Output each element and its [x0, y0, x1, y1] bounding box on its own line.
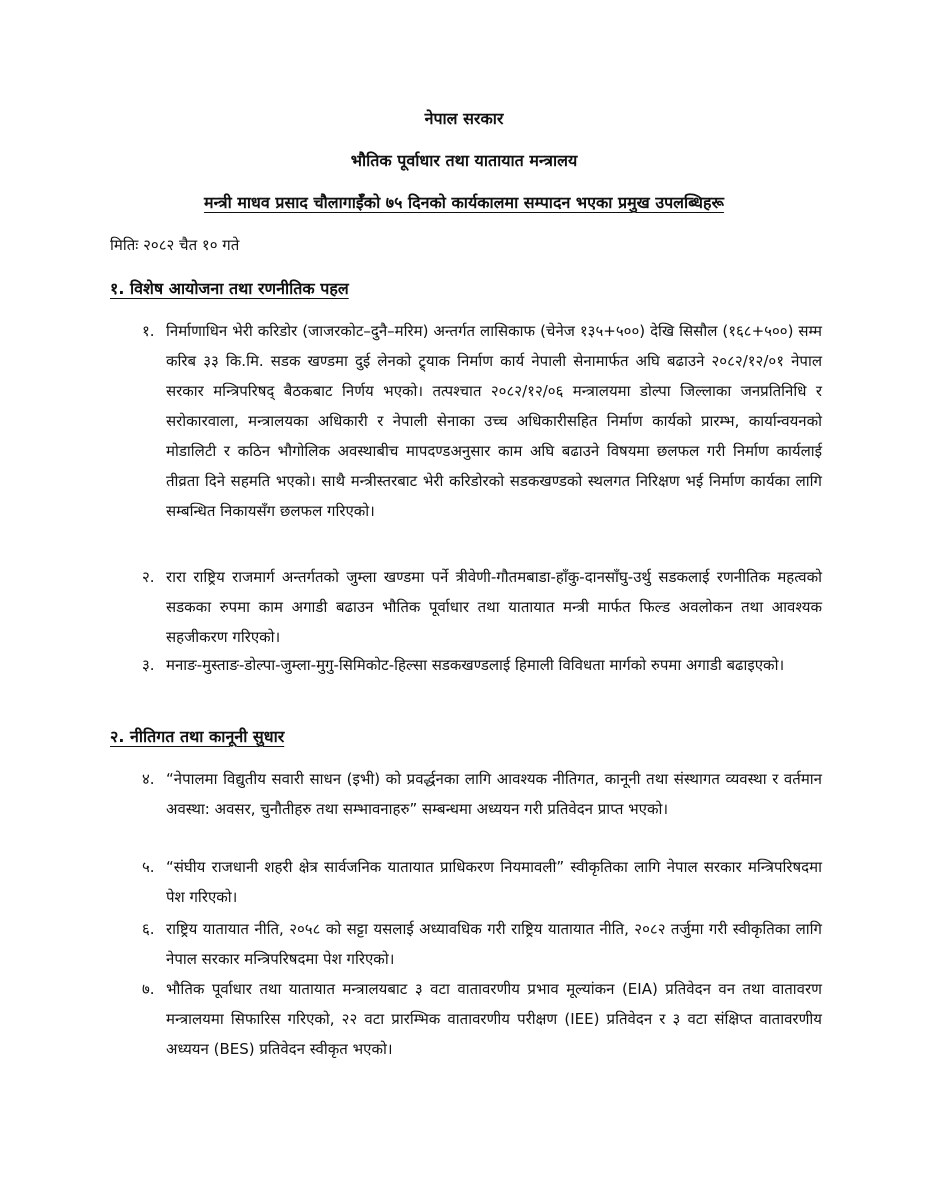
item-text: “नेपालमा विद्युतीय सवारी साधन (इभी) को प्रवर्द्धनका लागि आवश्यक नीतिगत, कानूनी तथा संस्थागत व्यवस्था र वर्तमान अवस्था: अवसर, चुनौतीहरु तथा सम्भावनाहरु” सम्बन्धमा अध्ययन गरी प्रतिवेदन प्राप्त भएको।: [166, 770, 822, 818]
section-heading-special-projects: १. विशेष आयोजना तथा रणनीतिक पहल: [110, 279, 349, 298]
item-number: ७.: [142, 980, 155, 998]
item-text: रारा राष्ट्रिय राजमार्ग अन्तर्गतको जुम्ला खण्डमा पर्ने त्रीवेणी-गौतमबाडा-हाँकु-दानसाँघु-उर्थु सडकलाई रणनीतिक महत्वको सडकका रुपमा काम अगाडी बढाउन भौतिक पूर्वाधार तथा यातायात मन्त्री मार्फत फिल्ड अवलोकन तथा आवश्यक सहजीकरण गरिएको।: [166, 568, 822, 646]
section-heading-policy-reform: २. नीतिगत तथा कानूनी सुधार: [110, 727, 285, 746]
list-item: [142, 562, 822, 652]
item-text: “संघीय राजधानी शहरी क्षेत्र सार्वजनिक यातायात प्राधिकरण नियमावली” स्वीकृतिका लागि नेपाल सरकार मन्त्रिपरिषदमा पेश गरिएको।: [166, 858, 822, 906]
government-name: नेपाल सरकार: [424, 109, 504, 128]
item-number: ६.: [142, 920, 155, 938]
item-number: ३.: [142, 656, 155, 674]
item-text: राष्ट्रिय यातायात नीति, २०५८ को सट्टा यसलाई अध्यावधिक गरी राष्ट्रिय यातायात नीति, २०८२ तर्जुमा गरी स्वीकृतिका लागि नेपाल सरकार मन्त्रिपरिषदमा पेश गरिएको।: [166, 920, 822, 968]
list-item: [142, 852, 822, 912]
item-number: २.: [142, 568, 155, 586]
document-date: मितिः २०८२ चैत १० गते: [110, 236, 240, 254]
item-number: ५.: [142, 858, 155, 876]
document-title: मन्त्री माधव प्रसाद चौलागाईँको ७५ दिनको कार्यकालमा सम्पादन भएका प्रमुख उपलब्धिहरू: [204, 193, 724, 212]
list-item: [142, 914, 822, 974]
list-item: [142, 974, 822, 1064]
list-item: [142, 650, 822, 710]
item-text: मनाङ-मुस्ताङ-डोल्पा-जुम्ला-मुगु-सिमिकोट-हिल्सा सडकखण्डलाई हिमाली विविधता मार्गको रुपमा अगाडी बढाइएको।: [166, 656, 785, 674]
list-item: [142, 764, 822, 854]
item-text: भौतिक पूर्वाधार तथा यातायात मन्त्रालयबाट ३ वटा वातावरणीय प्रभाव मूल्यांकन (EIA) प्रतिवेदन वन तथा वातावरण मन्त्रालयमा सिफारिस गरिएको, २२ वटा प्रारम्भिक वातावरणीय परीक्षण (IEE) प्रतिवेदन र ३ वटा संक्षिप्त वातावरणीय अध्ययन (BES) प्रतिवेदन स्वीकृत भएको।: [166, 980, 822, 1058]
item-number: १.: [142, 322, 155, 340]
list-item: [142, 316, 822, 556]
item-number: ४.: [142, 770, 155, 788]
item-text: निर्माणाधिन भेरी करिडोर (जाजरकोट–दुनै–मरिम) अन्तर्गत लासिकाफ (चेनेज १३५+५००) देखि सिसौल (१६८+५००) सम्म करिब ३३ कि.मि. सडक खण्डमा दुई लेनको ट्र्याक निर्माण कार्य नेपाली सेनामार्फत अघि बढाउने २०८२/१२/०१ नेपाल सरकार मन्त्रिपरिषद् बैठकबाट निर्णय भएको। तत्पश्चात २०८२/१२/०६ मन्त्रालयमा डोल्पा जिल्लाका जनप्रतिनिधि र सरोकारवाला, मन्त्रालयका अधिकारी र नेपाली सेनाका उच्च अधिकारीसहित निर्माण कार्यको प्रारम्भ, कार्यान्वयनको मोडालिटी र कठिन भौगोलिक अवस्थाबीच मापदण्डअनुसार काम अघि बढाउने विषयमा छलफल गरी निर्माण कार्यलाई तीव्रता दिने सहमति भएको। साथै मन्त्रीस्तरबाट भेरी करिडोरको सडकखण्डको स्थलगत निरिक्षण भई निर्माण कार्यका लागि सम्बन्धित निकायसँग छलफल गरिएको।: [166, 322, 822, 520]
ministry-name: भौतिक पूर्वाधार तथा यातायात मन्त्रालय: [350, 151, 578, 170]
